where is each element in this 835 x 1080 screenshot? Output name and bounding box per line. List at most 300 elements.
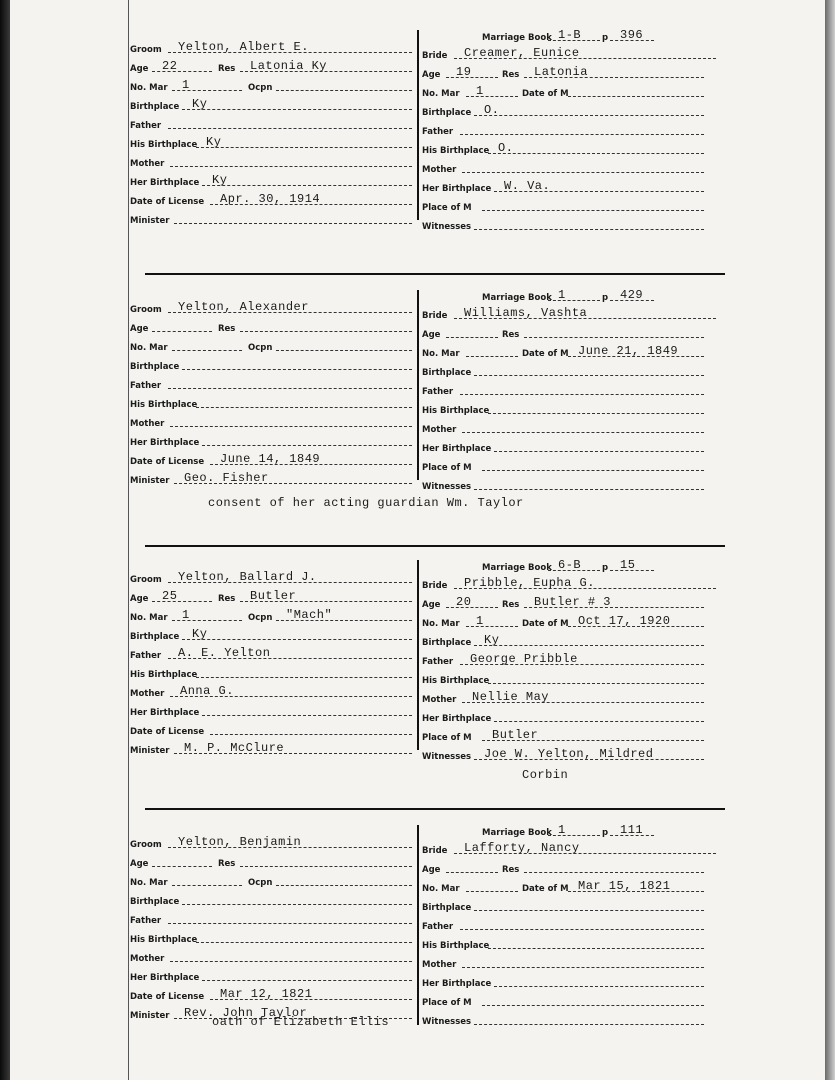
bride-bride-value: Pribble, Eupha G. bbox=[464, 576, 595, 590]
field-label: Birthplace bbox=[130, 102, 180, 112]
groom-his-birthplace-value: Ky bbox=[206, 135, 222, 149]
fill-line bbox=[488, 683, 704, 684]
bride-row bbox=[422, 934, 720, 952]
fill-line bbox=[462, 432, 704, 433]
fill-line bbox=[240, 331, 412, 332]
field-label: Father bbox=[130, 651, 162, 661]
field-label: Age bbox=[130, 594, 149, 604]
bride-row bbox=[422, 1010, 720, 1028]
fill-line bbox=[474, 910, 704, 911]
groom-column bbox=[130, 560, 412, 810]
record-separator bbox=[145, 545, 725, 547]
field-label: Birthplace bbox=[422, 638, 472, 648]
field-label: Date of M bbox=[522, 884, 569, 894]
groom-row bbox=[130, 644, 412, 662]
groom-row bbox=[130, 720, 412, 738]
field-label: Date of M bbox=[522, 349, 569, 359]
fill-line bbox=[170, 426, 412, 427]
groom-row bbox=[130, 355, 412, 373]
groom-row bbox=[130, 587, 412, 605]
fill-line bbox=[466, 891, 518, 892]
marriage-record bbox=[130, 825, 720, 1075]
field-label: Res bbox=[502, 330, 520, 340]
field-label: Date of M bbox=[522, 89, 569, 99]
bride-column bbox=[422, 30, 720, 280]
bride-row bbox=[422, 304, 720, 322]
bride-row bbox=[422, 82, 720, 100]
marriage-book-value: 1 bbox=[558, 823, 566, 837]
field-label: Place of M bbox=[422, 463, 472, 473]
field-label: p bbox=[602, 828, 609, 838]
field-label: Birthplace bbox=[422, 903, 472, 913]
field-label: Father bbox=[422, 387, 454, 397]
bride-bride-value: Lafforty, Nancy bbox=[464, 841, 580, 855]
film-edge-left bbox=[0, 0, 10, 1080]
bride-row bbox=[422, 177, 720, 195]
fill-line bbox=[524, 872, 704, 873]
fill-line bbox=[466, 96, 518, 97]
field-label: Date of License bbox=[130, 992, 205, 1002]
groom-minister-value: Rev. John Taylor bbox=[184, 1006, 308, 1020]
groom-row bbox=[130, 928, 412, 946]
groom-row bbox=[130, 871, 412, 889]
field-label: Res bbox=[502, 865, 520, 875]
groom-row bbox=[130, 625, 412, 643]
column-divider bbox=[417, 290, 419, 480]
fill-line bbox=[462, 172, 704, 173]
groom-mother-value: Anna G. bbox=[180, 684, 234, 698]
groom-minister-value: M. P. McClure bbox=[184, 741, 285, 755]
marriage-book-value: 1 bbox=[558, 288, 566, 302]
field-label: Marriage Book bbox=[482, 828, 552, 838]
fill-line bbox=[182, 639, 412, 640]
fill-line bbox=[174, 223, 412, 224]
field-label: Date of License bbox=[130, 197, 205, 207]
field-label: Res bbox=[218, 64, 236, 74]
fill-line bbox=[548, 835, 600, 836]
groom-father-value: A. E. Yelton bbox=[178, 646, 271, 660]
bride-row bbox=[422, 63, 720, 81]
field-label: Witnesses bbox=[422, 752, 472, 762]
field-label: Res bbox=[218, 859, 236, 869]
field-label: His Birthplace bbox=[422, 676, 490, 686]
field-label: His Birthplace bbox=[130, 400, 198, 410]
bride-father-value: George Pribble bbox=[470, 652, 578, 666]
bride-row bbox=[422, 953, 720, 971]
field-label: Ocpn bbox=[248, 878, 273, 888]
field-label: No. Mar bbox=[422, 349, 460, 359]
field-label: Birthplace bbox=[130, 362, 180, 372]
field-label: Birthplace bbox=[130, 897, 180, 907]
field-label: Her Birthplace bbox=[130, 708, 200, 718]
bride-row bbox=[422, 418, 720, 436]
groom-row bbox=[130, 190, 412, 208]
bride-row bbox=[422, 972, 720, 990]
fill-line bbox=[460, 134, 704, 135]
field-label: Bride bbox=[422, 51, 448, 61]
fill-line bbox=[202, 980, 412, 981]
bride-row bbox=[422, 342, 720, 360]
field-label: Father bbox=[130, 121, 162, 131]
field-label: Witnesses bbox=[422, 1017, 472, 1027]
groom-row bbox=[130, 412, 412, 430]
groom-ocpn-value: "Mach" bbox=[286, 608, 333, 622]
groom-row bbox=[130, 985, 412, 1003]
marriage-record bbox=[130, 290, 720, 540]
field-label: Marriage Book bbox=[482, 33, 552, 43]
field-label: Her Birthplace bbox=[422, 979, 492, 989]
marriage-book-value: 6-B bbox=[558, 558, 582, 572]
field-label: Mother bbox=[422, 425, 457, 435]
groom-column bbox=[130, 30, 412, 280]
field-label: Father bbox=[130, 916, 162, 926]
bride-age-value: 19 bbox=[456, 65, 472, 79]
field-label: p bbox=[602, 293, 609, 303]
groom-row bbox=[130, 682, 412, 700]
bride-row bbox=[422, 139, 720, 157]
field-label: No. Mar bbox=[422, 619, 460, 629]
groom-row bbox=[130, 374, 412, 392]
bride-row bbox=[422, 726, 720, 744]
bride-row bbox=[422, 745, 720, 763]
field-label: His Birthplace bbox=[422, 941, 490, 951]
field-label: Minister bbox=[130, 476, 170, 486]
groom-no-mar-value: 1 bbox=[182, 78, 190, 92]
bride-row bbox=[422, 158, 720, 176]
field-label: Age bbox=[422, 70, 441, 80]
bride-age-value: 20 bbox=[456, 595, 472, 609]
fill-line bbox=[210, 734, 412, 735]
field-label: Age bbox=[130, 64, 149, 74]
field-label: Mother bbox=[130, 689, 165, 699]
bride-row bbox=[422, 361, 720, 379]
groom-age-value: 25 bbox=[162, 589, 178, 603]
field-label: Age bbox=[422, 865, 441, 875]
groom-row bbox=[130, 38, 412, 56]
groom-row bbox=[130, 966, 412, 984]
field-label: No. Mar bbox=[130, 83, 168, 93]
bride-row bbox=[422, 456, 720, 474]
bride-row bbox=[422, 120, 720, 138]
fill-line bbox=[466, 356, 518, 357]
marriage-page-value: 396 bbox=[620, 28, 644, 42]
bride-row bbox=[422, 215, 720, 233]
groom-birthplace-value: Ky bbox=[192, 627, 208, 641]
bride-row bbox=[422, 475, 720, 493]
groom-row bbox=[130, 317, 412, 335]
fill-line bbox=[168, 923, 412, 924]
field-label: Bride bbox=[422, 311, 448, 321]
fill-line bbox=[196, 677, 412, 678]
groom-res-value: Butler bbox=[250, 589, 297, 603]
fill-line bbox=[474, 115, 704, 116]
field-label: Birthplace bbox=[422, 368, 472, 378]
bride-row bbox=[422, 437, 720, 455]
bride-place-of-m-value: Butler bbox=[492, 728, 539, 742]
field-label: His Birthplace bbox=[422, 146, 490, 156]
fill-line bbox=[276, 885, 412, 886]
groom-no-mar-value: 1 bbox=[182, 608, 190, 622]
groom-row bbox=[130, 133, 412, 151]
bride-row bbox=[422, 877, 720, 895]
field-label: Date of License bbox=[130, 727, 205, 737]
fill-line bbox=[182, 369, 412, 370]
microfilm-page bbox=[10, 0, 825, 1080]
bride-row bbox=[422, 669, 720, 687]
groom-row bbox=[130, 909, 412, 927]
field-label: No. Mar bbox=[422, 884, 460, 894]
bride-row bbox=[422, 323, 720, 341]
field-label: Her Birthplace bbox=[130, 973, 200, 983]
field-label: Ocpn bbox=[248, 83, 273, 93]
fill-line bbox=[474, 375, 704, 376]
field-label: His Birthplace bbox=[130, 670, 198, 680]
record-note: consent of her acting guardian Wm. Taylor bbox=[208, 496, 524, 510]
field-label: Mother bbox=[422, 165, 457, 175]
groom-groom-value: Yelton, Benjamin bbox=[178, 835, 302, 849]
bride-row bbox=[422, 858, 720, 876]
field-label: Minister bbox=[130, 746, 170, 756]
bride-row bbox=[422, 707, 720, 725]
groom-row bbox=[130, 171, 412, 189]
column-divider bbox=[417, 560, 419, 750]
bride-row bbox=[422, 380, 720, 398]
bride-row bbox=[422, 631, 720, 649]
column-divider bbox=[417, 30, 419, 220]
fill-line bbox=[494, 986, 704, 987]
field-label: Her Birthplace bbox=[422, 444, 492, 454]
bride-date-of-m-value: Oct 17, 1920 bbox=[578, 614, 671, 628]
fill-line bbox=[170, 961, 412, 962]
fill-line bbox=[474, 489, 704, 490]
groom-row bbox=[130, 152, 412, 170]
groom-row bbox=[130, 298, 412, 316]
field-label: Marriage Book bbox=[482, 563, 552, 573]
field-label: Witnesses bbox=[422, 222, 472, 232]
fill-line bbox=[202, 715, 412, 716]
field-label: His Birthplace bbox=[130, 140, 198, 150]
groom-row bbox=[130, 663, 412, 681]
marriage-book-row bbox=[422, 821, 720, 839]
field-label: Res bbox=[502, 600, 520, 610]
fill-line bbox=[460, 394, 704, 395]
marriage-page-value: 111 bbox=[620, 823, 644, 837]
groom-groom-value: Yelton, Albert E. bbox=[178, 40, 309, 54]
marriage-book-row bbox=[422, 26, 720, 44]
bride-bride-value: Williams, Vashta bbox=[464, 306, 588, 320]
groom-date-of-license-value: June 14, 1849 bbox=[220, 452, 321, 466]
groom-row bbox=[130, 114, 412, 132]
bride-birthplace-value: O. bbox=[484, 103, 500, 117]
fill-line bbox=[172, 885, 242, 886]
field-label: Place of M bbox=[422, 998, 472, 1008]
field-label: Groom bbox=[130, 840, 162, 850]
marriage-book-row bbox=[422, 286, 720, 304]
field-label: Date of License bbox=[130, 457, 205, 467]
field-label: No. Mar bbox=[422, 89, 460, 99]
fill-line bbox=[568, 96, 704, 97]
bride-row bbox=[422, 399, 720, 417]
fill-line bbox=[474, 229, 704, 230]
groom-date-of-license-value: Mar 12, 1821 bbox=[220, 987, 313, 1001]
fill-line bbox=[168, 128, 412, 129]
fill-line bbox=[202, 185, 412, 186]
margin-line bbox=[128, 0, 129, 1080]
field-label: Res bbox=[502, 70, 520, 80]
bride-no-mar-value: 1 bbox=[476, 614, 484, 628]
fill-line bbox=[196, 942, 412, 943]
groom-row bbox=[130, 76, 412, 94]
field-label: Res bbox=[218, 594, 236, 604]
field-label: Father bbox=[422, 922, 454, 932]
bride-birthplace-value: Ky bbox=[484, 633, 500, 647]
groom-groom-value: Yelton, Alexander bbox=[178, 300, 309, 314]
column-divider bbox=[417, 825, 419, 1025]
field-label: p bbox=[602, 563, 609, 573]
field-label: Ocpn bbox=[248, 613, 273, 623]
groom-her-birthplace-value: Ky bbox=[212, 173, 228, 187]
field-label: Age bbox=[422, 330, 441, 340]
bride-res-value: Butler # 3 bbox=[534, 595, 612, 609]
fill-line bbox=[152, 601, 212, 602]
marriage-record bbox=[130, 30, 720, 280]
fill-line bbox=[524, 337, 704, 338]
marriage-book-value: 1-B bbox=[558, 28, 582, 42]
bride-row bbox=[422, 196, 720, 214]
fill-line bbox=[172, 350, 242, 351]
field-label: Minister bbox=[130, 216, 170, 226]
field-label: Birthplace bbox=[422, 108, 472, 118]
bride-row bbox=[422, 839, 720, 857]
field-label: No. Mar bbox=[130, 343, 168, 353]
field-label: Mother bbox=[130, 419, 165, 429]
bride-her-birthplace-value: W. Va. bbox=[504, 179, 551, 193]
field-label: Age bbox=[422, 600, 441, 610]
field-label: Minister bbox=[130, 1011, 170, 1021]
fill-line bbox=[152, 71, 212, 72]
field-label: Place of M bbox=[422, 203, 472, 213]
fill-line bbox=[170, 166, 412, 167]
field-label: His Birthplace bbox=[130, 935, 198, 945]
fill-line bbox=[276, 90, 412, 91]
bride-row bbox=[422, 574, 720, 592]
bride-row bbox=[422, 44, 720, 62]
fill-line bbox=[466, 626, 518, 627]
groom-birthplace-value: Ky bbox=[192, 97, 208, 111]
field-label: Res bbox=[218, 324, 236, 334]
field-label: Marriage Book bbox=[482, 293, 552, 303]
bride-date-of-m-value: Mar 15, 1821 bbox=[578, 879, 671, 893]
field-label: Groom bbox=[130, 575, 162, 585]
fill-line bbox=[240, 866, 412, 867]
field-label: No. Mar bbox=[130, 613, 168, 623]
marriage-record bbox=[130, 560, 720, 810]
groom-row bbox=[130, 393, 412, 411]
fill-line bbox=[488, 948, 704, 949]
groom-minister-value: Geo. Fisher bbox=[184, 471, 269, 485]
groom-row bbox=[130, 469, 412, 487]
bride-row bbox=[422, 688, 720, 706]
fill-line bbox=[182, 904, 412, 905]
record-separator bbox=[145, 808, 725, 810]
fill-line bbox=[494, 721, 704, 722]
field-label: Her Birthplace bbox=[130, 438, 200, 448]
field-label: Bride bbox=[422, 581, 448, 591]
marriage-page-value: 15 bbox=[620, 558, 636, 572]
fill-line bbox=[446, 77, 498, 78]
fill-line bbox=[446, 337, 498, 338]
fill-line bbox=[202, 445, 412, 446]
field-label: Age bbox=[130, 859, 149, 869]
fill-line bbox=[482, 470, 704, 471]
bride-column bbox=[422, 825, 720, 1075]
marriage-book-row bbox=[422, 556, 720, 574]
fill-line bbox=[152, 866, 212, 867]
groom-row bbox=[130, 568, 412, 586]
fill-line bbox=[446, 872, 498, 873]
groom-row bbox=[130, 95, 412, 113]
bride-mother-value: Nellie May bbox=[472, 690, 550, 704]
groom-row bbox=[130, 890, 412, 908]
fill-line bbox=[276, 350, 412, 351]
groom-row bbox=[130, 57, 412, 75]
record-separator bbox=[145, 273, 725, 275]
fill-line bbox=[196, 407, 412, 408]
fill-line bbox=[488, 413, 704, 414]
film-edge-right bbox=[825, 0, 835, 1080]
bride-row bbox=[422, 612, 720, 630]
bride-his-birthplace-value: O. bbox=[498, 141, 514, 155]
field-label: Ocpn bbox=[248, 343, 273, 353]
field-label: Mother bbox=[130, 954, 165, 964]
field-label: Her Birthplace bbox=[422, 714, 492, 724]
bride-bride-value: Creamer, Eunice bbox=[464, 46, 580, 60]
bride-row bbox=[422, 650, 720, 668]
bride-row bbox=[422, 101, 720, 119]
bride-row bbox=[422, 915, 720, 933]
field-label: Groom bbox=[130, 305, 162, 315]
field-label: Place of M bbox=[422, 733, 472, 743]
fill-line bbox=[446, 607, 498, 608]
groom-row bbox=[130, 431, 412, 449]
field-label: Her Birthplace bbox=[130, 178, 200, 188]
field-label: Father bbox=[130, 381, 162, 391]
fill-line bbox=[182, 109, 412, 110]
bride-row bbox=[422, 896, 720, 914]
groom-row bbox=[130, 947, 412, 965]
groom-column bbox=[130, 825, 412, 1075]
fill-line bbox=[488, 153, 704, 154]
groom-row bbox=[130, 450, 412, 468]
fill-line bbox=[474, 645, 704, 646]
record-note: oath of Elizabeth Ellis bbox=[212, 1015, 390, 1029]
fill-line bbox=[548, 300, 600, 301]
field-label: Groom bbox=[130, 45, 162, 55]
groom-row bbox=[130, 336, 412, 354]
groom-age-value: 22 bbox=[162, 59, 178, 73]
bride-column bbox=[422, 560, 720, 810]
bride-witnesses-value: Joe W. Yelton, Mildred bbox=[484, 747, 654, 761]
field-label: Mother bbox=[422, 695, 457, 705]
field-label: His Birthplace bbox=[422, 406, 490, 416]
groom-row bbox=[130, 833, 412, 851]
field-label: Father bbox=[422, 657, 454, 667]
witnesses-continued: Corbin bbox=[522, 768, 569, 782]
bride-date-of-m-value: June 21, 1849 bbox=[578, 344, 679, 358]
field-label: Father bbox=[422, 127, 454, 137]
bride-row bbox=[422, 593, 720, 611]
groom-groom-value: Yelton, Ballard J. bbox=[178, 570, 317, 584]
